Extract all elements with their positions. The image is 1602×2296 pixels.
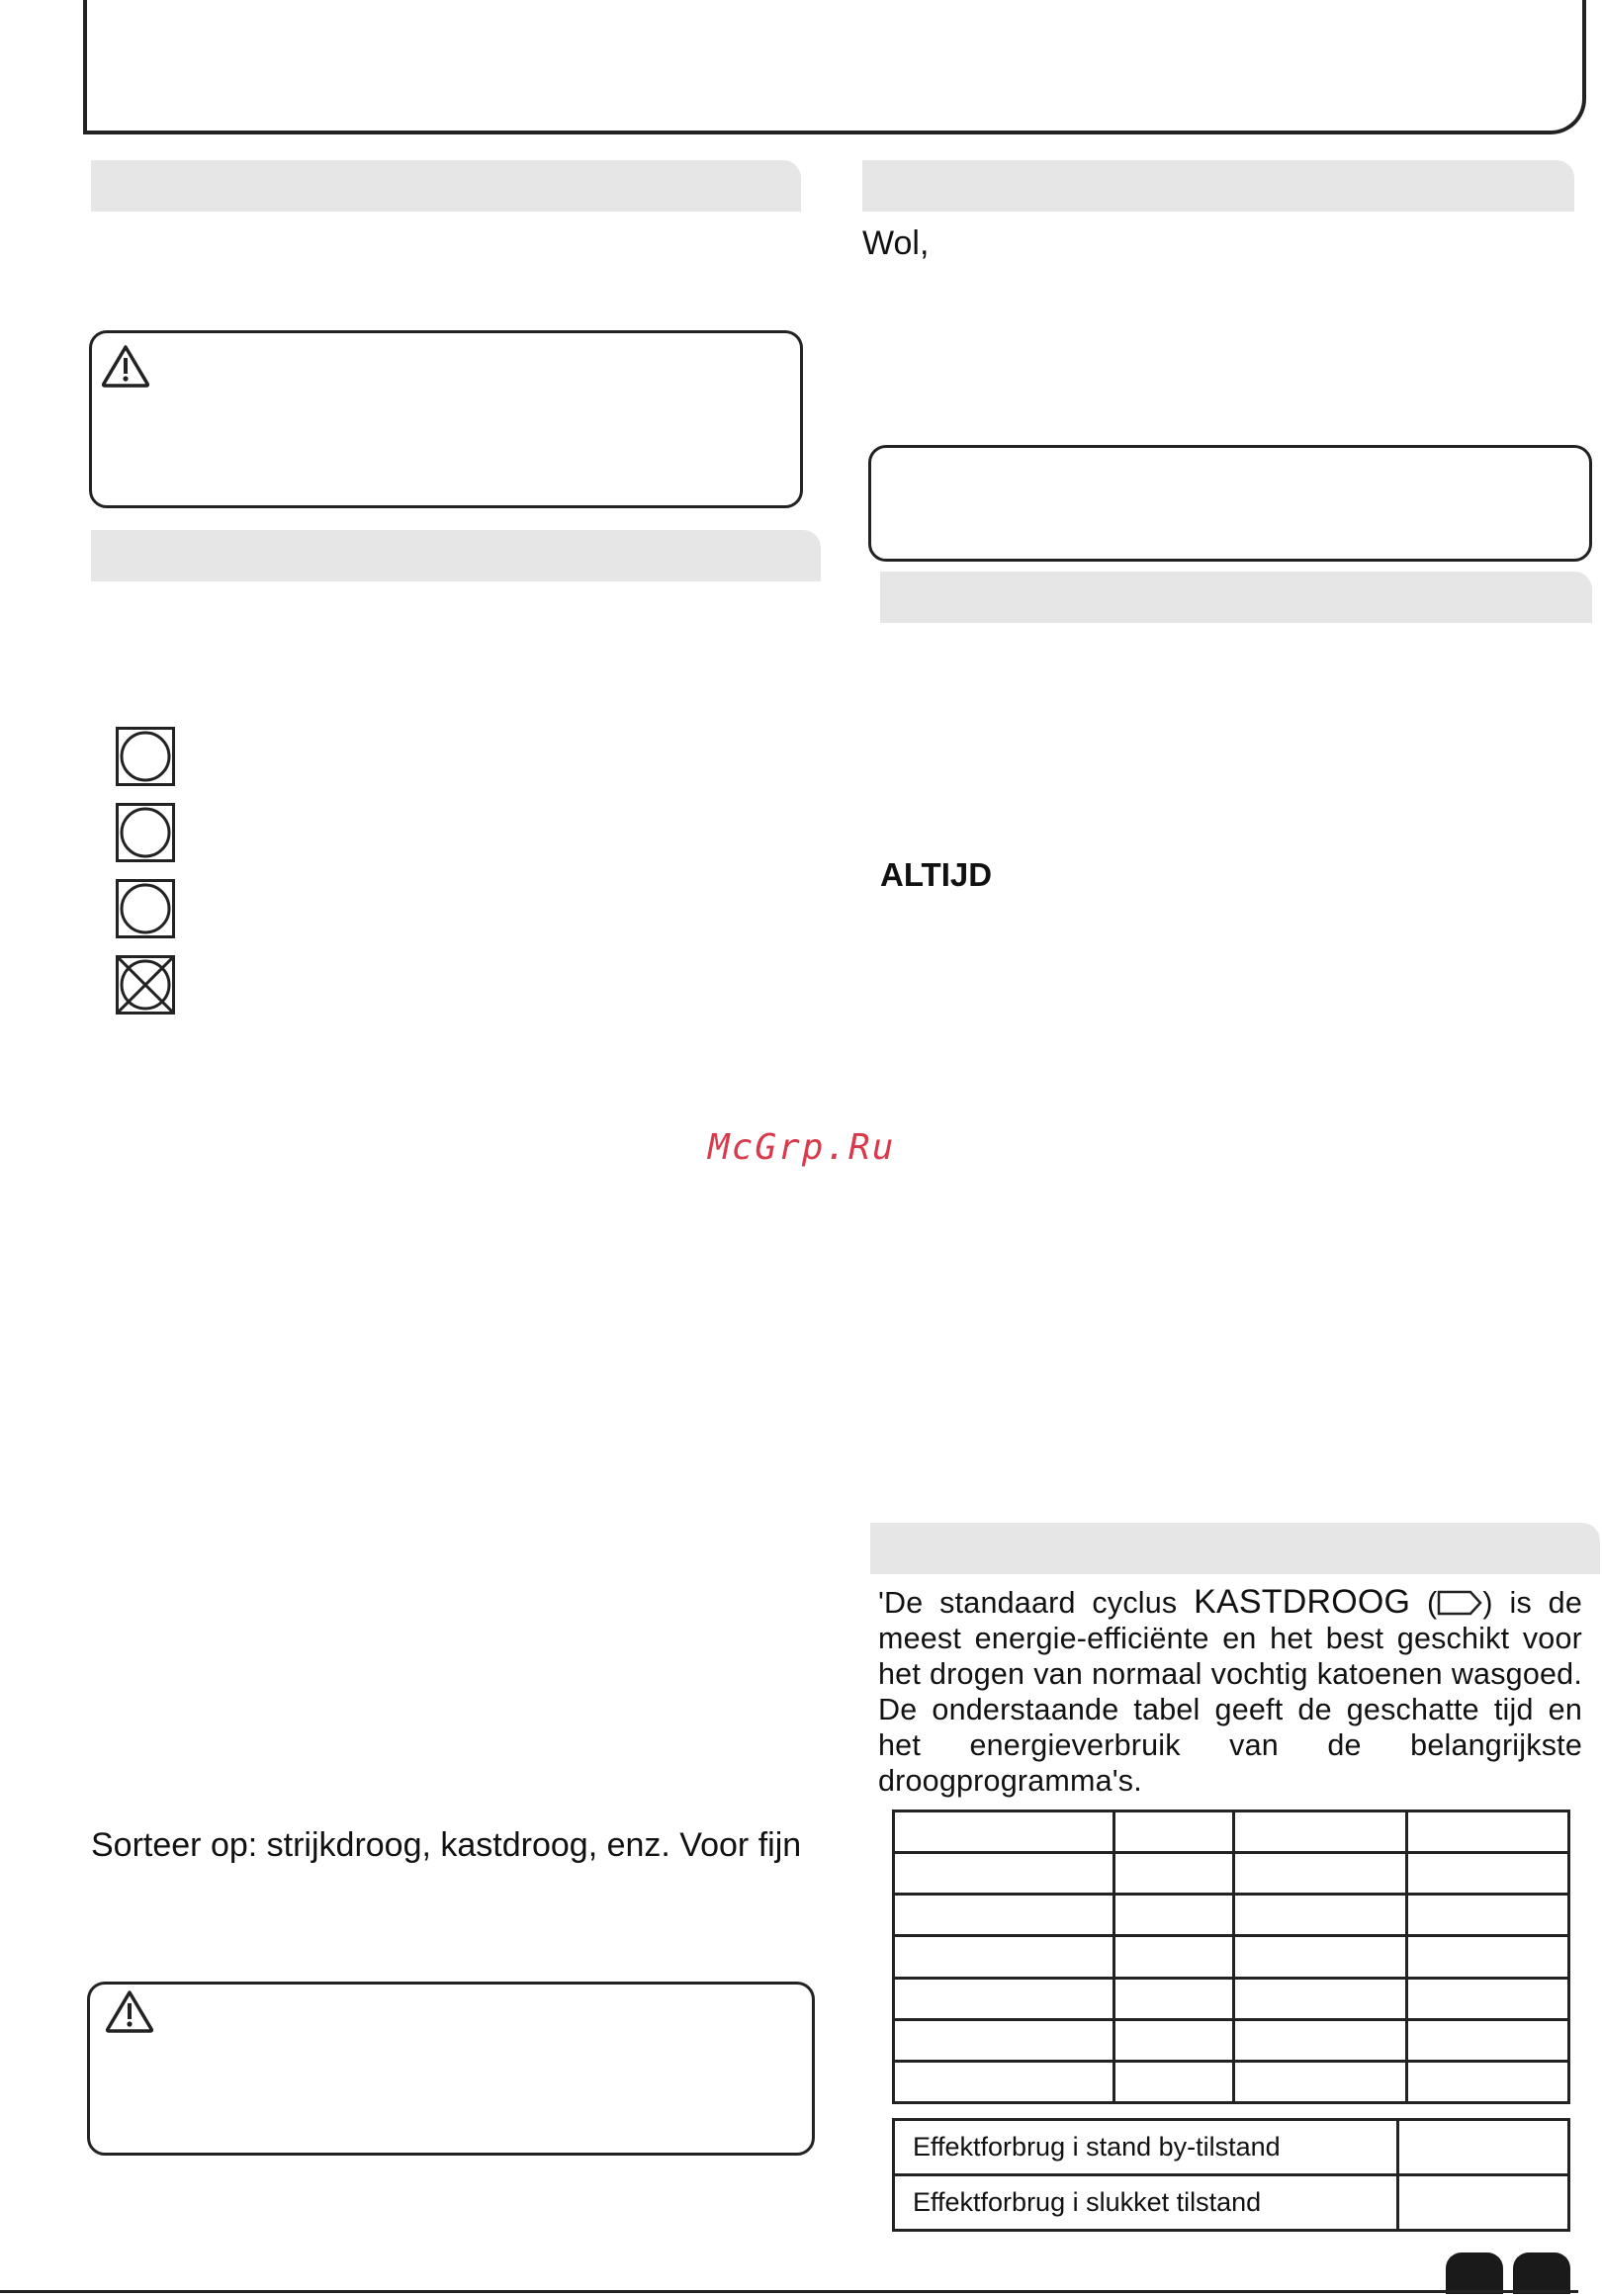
warning-box-2 (87, 1982, 815, 2156)
table-row (894, 1895, 1569, 1936)
info-box (868, 445, 1592, 562)
paragraph-mid: ( (1410, 1586, 1438, 1620)
page-number-tab (1513, 2252, 1570, 2294)
wool-label: Wol, (862, 224, 930, 262)
warning-box-1 (89, 330, 803, 508)
section-bar-energy (870, 1523, 1600, 1574)
section-bar-left-2 (91, 530, 821, 581)
off-power-value (1398, 2175, 1569, 2231)
off-power-label: Effektforbrug i slukket tilstand (894, 2175, 1398, 2231)
energy-table (892, 1810, 1570, 2104)
standby-power-label: Effektforbrug i stand by-tilstand (894, 2120, 1398, 2175)
tumble-dry-icon (116, 879, 175, 938)
tumble-dry-icon (116, 727, 175, 786)
table-row (894, 1936, 1569, 1978)
paragraph-start: 'De standaard cyclus (878, 1586, 1195, 1620)
power-consumption-table (892, 2118, 1570, 2232)
warning-triangle-icon (104, 1988, 155, 2034)
standby-power-value (1398, 2120, 1569, 2175)
cupboard-dry-program-icon (1437, 1590, 1482, 1616)
energy-paragraph (878, 1584, 1582, 1799)
table-row (894, 1853, 1569, 1895)
paragraph-end: ) is de meest energie-efficiënte en het best geschikt voor het drogen van normaal vochtig katoenen wasgoed. De onderstaande tabel geeft de geschatte tijd en het energieverbruik van de belangrijkste droogprogramma's. (878, 1586, 1582, 1798)
warning-triangle-icon (100, 343, 151, 389)
header-frame (83, 0, 1586, 134)
table-row (894, 2061, 1569, 2102)
section-bar-left-1 (91, 160, 801, 212)
table-row (894, 2120, 1569, 2175)
table-row (894, 1811, 1569, 1853)
tumble-dry-icon (116, 803, 175, 862)
do-not-tumble-dry-icon (116, 955, 175, 1015)
table-row (894, 1978, 1569, 2019)
watermark: McGrp.Ru (708, 1127, 896, 1168)
table-row (894, 2019, 1569, 2061)
always-label: ALTIJD (880, 856, 993, 893)
bottom-rule (0, 2290, 1578, 2293)
section-bar-right-1 (862, 160, 1574, 212)
page-number-tab (1446, 2252, 1503, 2294)
table-row (894, 2175, 1569, 2231)
sort-instruction-text: Sorteer op: strijkdroog, kastdroog, enz. Voor fijn (91, 1826, 802, 1864)
program-name: KASTDROOG (1194, 1583, 1411, 1621)
section-bar-right-2 (880, 572, 1592, 623)
